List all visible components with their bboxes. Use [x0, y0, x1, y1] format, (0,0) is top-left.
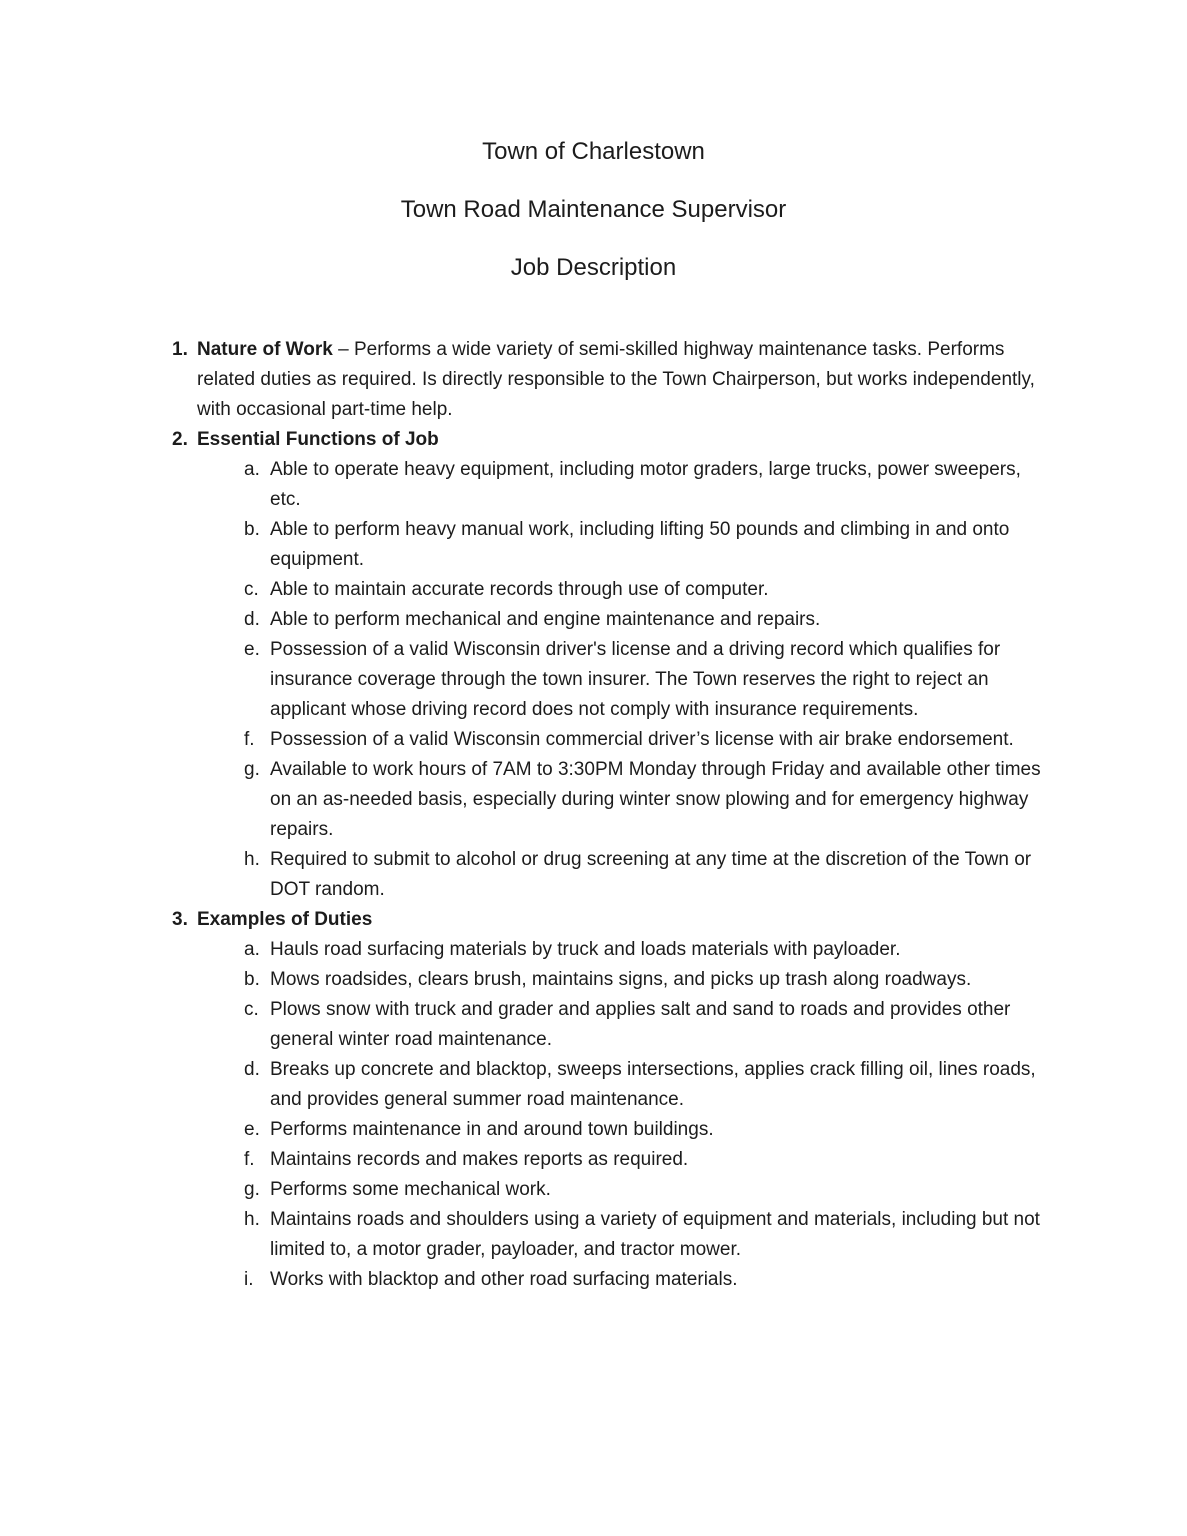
section-essential-functions [172, 425, 1043, 455]
list-item-letter: f. [244, 1149, 255, 1170]
list-item [172, 1145, 1043, 1175]
document-body [0, 311, 1187, 1295]
list-item-text: Hauls road surfacing materials by truck and loads materials with payloader. [270, 939, 901, 960]
list-item-text: Performs some mechanical work. [270, 1179, 551, 1200]
list-item-text: Breaks up concrete and blacktop, sweeps intersections, applies crack filling oil, lines roads, and provides general summer road maintenance. [270, 1059, 1036, 1110]
section-body-text: – Performs a wide variety of semi-skilled highway maintenance tasks. Performs related duties as required. Is directly responsible to the Town Chairperson, but works independently, with occasional part-time help. [197, 339, 1035, 420]
list-item-text: Possession of a valid Wisconsin commercial driver’s license with air brake endorsement. [270, 729, 1014, 750]
section-number: 1. [172, 339, 188, 360]
list-item-letter: f. [244, 729, 255, 750]
list-item-text: Able to operate heavy equipment, including motor graders, large trucks, power sweepers, etc. [270, 459, 1021, 510]
list-item [172, 605, 1043, 635]
list-item-letter: g. [244, 759, 260, 780]
section-examples-of-duties [172, 905, 1043, 935]
section-number: 2. [172, 429, 188, 450]
list-item [172, 1205, 1043, 1265]
doc-title-job-description: Job Description [510, 254, 677, 281]
doc-title-town: Town of Charlestown [482, 138, 705, 165]
list-item-letter: g. [244, 1179, 260, 1200]
section-text [197, 425, 1043, 455]
list-item [172, 725, 1043, 755]
list-item-text: Possession of a valid Wisconsin driver's license and a driving record which qualifies for insurance coverage through the town insurer. The Town reserves the right to reject an applicant whose driving record does not comply with insurance requirements. [270, 639, 1001, 720]
list-item [172, 1175, 1043, 1205]
section-heading: Nature of Work [197, 339, 333, 360]
document-header [0, 0, 1187, 283]
list-item [172, 635, 1043, 725]
list-item-letter: b. [244, 969, 260, 990]
list-item [172, 755, 1043, 845]
list-item [172, 1115, 1043, 1145]
list-item-letter: h. [244, 849, 260, 870]
list-item [172, 515, 1043, 575]
list-item [172, 455, 1043, 515]
list-item [172, 1055, 1043, 1115]
list-item-letter: d. [244, 1059, 260, 1080]
section-number: 3. [172, 909, 188, 930]
section-heading: Essential Functions of Job [197, 429, 439, 450]
list-item-text: Available to work hours of 7AM to 3:30PM Monday through Friday and available other times on an as-needed basis, especially during winter snow plowing and for emergency highway repairs. [270, 759, 1041, 840]
list-item [172, 965, 1043, 995]
list-item-text: Mows roadsides, clears brush, maintains signs, and picks up trash along roadways. [270, 969, 972, 990]
list-item-text: Maintains records and makes reports as required. [270, 1149, 689, 1170]
list-item-letter: a. [244, 939, 260, 960]
list-item-text: Able to perform mechanical and engine maintenance and repairs. [270, 609, 821, 630]
section-heading: Examples of Duties [197, 909, 373, 930]
list-item-text: Required to submit to alcohol or drug screening at any time at the discretion of the Town or DOT random. [270, 849, 1032, 900]
doc-title-position: Town Road Maintenance Supervisor [400, 196, 787, 223]
list-item-text: Able to maintain accurate records through use of computer. [270, 579, 769, 600]
list-item-letter: d. [244, 609, 260, 630]
list-item-text: Works with blacktop and other road surfacing materials. [270, 1269, 738, 1290]
list-item-text: Able to perform heavy manual work, including lifting 50 pounds and climbing in and onto equipment. [270, 519, 1010, 570]
list-item-letter: e. [244, 639, 260, 660]
list-item-text: Plows snow with truck and grader and applies salt and sand to roads and provides other general winter road maintenance. [270, 999, 1011, 1050]
list-item-letter: a. [244, 459, 260, 480]
list-item-letter: c. [244, 999, 259, 1020]
list-item-letter: h. [244, 1209, 260, 1230]
list-item-letter: c. [244, 579, 259, 600]
section-nature-of-work [172, 335, 1043, 425]
list-item-letter: i. [244, 1269, 254, 1290]
list-item [172, 995, 1043, 1055]
list-item-text: Maintains roads and shoulders using a variety of equipment and materials, including but not limited to, a motor grader, payloader, and tractor mower. [270, 1209, 1040, 1260]
list-item [172, 845, 1043, 905]
list-item-text: Performs maintenance in and around town buildings. [270, 1119, 714, 1140]
list-item [172, 1265, 1043, 1295]
section-text [197, 905, 1043, 935]
list-item-letter: b. [244, 519, 260, 540]
list-item [172, 575, 1043, 605]
section-text [197, 335, 1043, 425]
list-item-letter: e. [244, 1119, 260, 1140]
list-item [172, 935, 1043, 965]
